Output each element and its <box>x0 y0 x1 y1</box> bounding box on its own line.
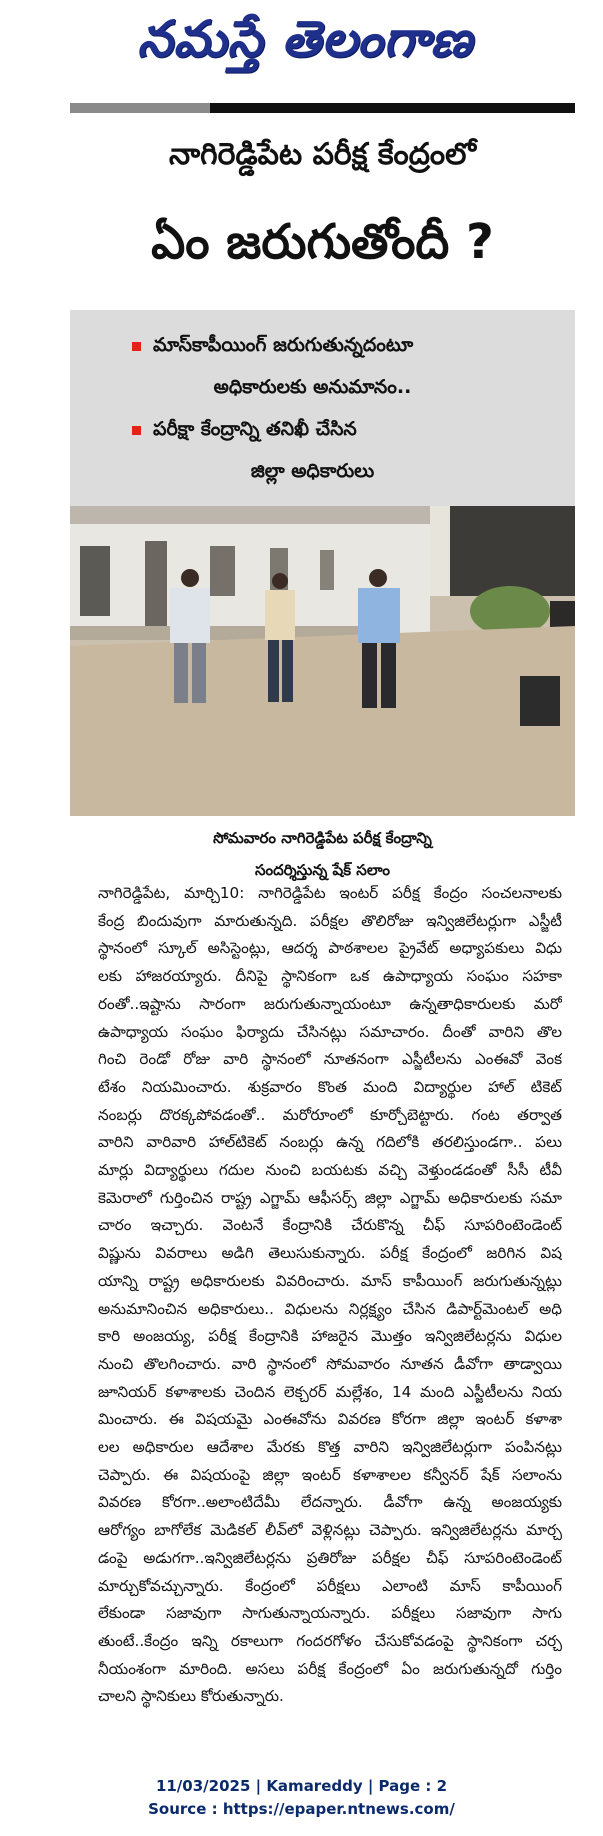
article-line: డంపై అడుగగా..ఇన్విజిలేటర్లను ప్రతిరోజు పరీక్షల చీఫ్ సూపరింటెండెంట్ <box>98 1548 562 1567</box>
article-line: అనుమానించిన అధికారులు.. విధులను నిర్లక్ష్యం చేసిన డిపార్ట్‌మెంటల్ అధి <box>98 1299 562 1318</box>
article-line: విష్ణును వివరాలు అడిగి తెలుసుకున్నారు. పరీక్ష కేంద్రంలో జరిగిన విష <box>98 1244 562 1263</box>
footer-source: Source : https://epaper.ntnews.com/ <box>148 1800 455 1818</box>
article-line: రంతో..ఇష్టాను సారంగా జరుగుతున్నాయంటూ ఉన్నతాధికారులకు మరో <box>98 994 562 1013</box>
footer <box>0 1775 603 1821</box>
article-line: తుంటే..కేంద్రం ఇన్ని రకాలుగా గందరగోళం చేసుకోవడంపై స్థానికంగా చర్చ <box>98 1631 562 1650</box>
article-line: లల అధికారుల ఆదేశాల మేరకు కొత్త వారిని ఇన్విజిలేటర్లుగా పంపినట్లు <box>98 1438 562 1457</box>
article-line: చాలని స్థానికులు కోరుతున్నారు. <box>98 1687 284 1706</box>
article-line: మార్లు విద్యార్థులు గదుల నుంచి బయటకు వచ్చి వెళ్తుండడంతో సీసీ టీవీ <box>98 1161 562 1180</box>
article-line: వారిని వారివారి హాల్‌టికెట్ నంబర్లు ఉన్న గదిలోకి తరలిస్తుండగా.. పలు <box>98 1133 562 1152</box>
caption-line-1: సోమవారం నాగిరెడ్డిపేట పరీక్ష కేంద్రాన్ని <box>213 829 432 847</box>
deck-bullet-1: మాస్‌కాపీయింగ్ జరుగుతున్నదంటూ <box>100 324 545 366</box>
article-body <box>98 880 562 1711</box>
article-line: కెమెరాలో గుర్తించిన రాష్ట్ర ఎగ్జామ్ ఆఫీసర్స్ జిల్లా ఎగ్జామ్ అధికారులకు సమా <box>98 1188 562 1207</box>
article-line: వివరణ కోరగా..అలాంటిదేమీ లేదన్నారు. డీవోగా ఉన్న అంజయ్యకు <box>98 1493 562 1512</box>
masthead-rule <box>70 103 575 113</box>
article-line: ఉపాధ్యాయ సంఘం ఫిర్యాదు చేసినట్లు సమాచారం. దీంతో వారిని తొల <box>98 1022 562 1041</box>
footer-dateline: 11/03/2025 | Kamareddy | Page : 2 <box>155 1777 448 1795</box>
article-line: చెప్పారు. ఈ విషయంపై జిల్లా ఇంటర్ కళాశాలల కన్వీనర్ షేక్ సలాంను <box>98 1465 562 1484</box>
deck-bullet-2-cont: జిల్లా అధికారులు <box>250 460 375 482</box>
news-photo <box>70 506 575 816</box>
deck-bullet-2: పరీక్షా కేంద్రాన్ని తనిఖీ చేసిన <box>100 408 545 450</box>
subheading-box <box>70 310 575 506</box>
caption-line-2: సందర్శిస్తున్న షేక్ సలాం <box>255 861 390 879</box>
article-line: స్థానంలో స్కూల్ అసిస్టెంట్లు, ఆదర్శ పాఠశాలల ప్రైవేట్ అధ్యాపకులు విధు <box>98 939 562 958</box>
article-line: గించి రెండో రోజు వారి స్థానంలో నూతనంగా ఎస్జీటీలను ఎంఈవో వెంక <box>98 1050 562 1069</box>
article-line: కారి అంజయ్య, పరీక్ష కేంద్రానికి హాజరైన మొత్తం ఇన్విజిలేటర్లను విధుల <box>98 1327 562 1346</box>
article-line: లేకుండా సజావుగా సాగుతున్నాయన్నారు. పరీక్షలు సజావుగా సాగు <box>98 1604 562 1623</box>
article-line: కేంద్ర బిందువుగా మారుతున్నది. పరీక్షల తొలిరోజు ఇన్విజిలేటర్లుగా ఎస్జీటీ <box>98 911 562 930</box>
red-square-bullet-icon <box>132 426 141 435</box>
article-line: మించారు. ఈ విషయమై ఎంఈవోను వివరణ కోరగా జిల్లా ఇంటర్ కళాశా <box>98 1410 562 1429</box>
article-line: చారం ఇచ్చారు. వెంటనే కేంద్రానికి చేరుకొన్న చీఫ్ సూపరింటెండెంట్ <box>98 1216 562 1235</box>
deck-bullet-1-cont: అధికారులకు అనుమానం.. <box>213 376 412 398</box>
article-line: నంబర్లు దొరక్కపోవడంతో.. మరోరూంలో కూర్చోబెట్టారు. గంట తర్వాత <box>98 1105 562 1124</box>
red-square-bullet-icon <box>132 342 141 351</box>
photo-illustration <box>70 506 575 816</box>
article-line: నాగిరెడ్డిపేట, మార్చి10: నాగిరెడ్డిపేట ఇంటర్ పరీక్ష కేంద్రం సంచలనాలకు <box>98 884 562 902</box>
article-line: జూనియర్ కళాశాలకు చెందిన లెక్చరర్ మల్లేశం, 14 మంది ఎస్జీటీలను నియ <box>98 1382 562 1401</box>
photo-caption <box>70 822 575 886</box>
article-line: ఆరోగ్యం బాగోలేక మెడికల్ లీవ్‌లో వెళ్లినట్లు చెప్పారు. ఇన్విజిలేటర్లను మార్చ <box>98 1521 562 1540</box>
newspaper-logo: నమస్తే తెలంగాణ <box>137 9 473 68</box>
article-line: మార్చుకోవచ్చున్నారు. కేంద్రంలో పరీక్షలు ఎలాంటి మాస్ కాపీయింగ్ <box>98 1576 562 1595</box>
article-line: లకు హాజరయ్యారు. దీనిపై స్థానికంగా ఒక ఉపాధ్యాయ సంఘం సహకా <box>98 967 562 986</box>
article-line: నీయంశంగా మారింది. అసలు పరీక్ష కేంద్రంలో ఏం జరుగుతున్నదో గుర్తిం <box>98 1659 562 1678</box>
headline-line-2: ఏం జరుగుతోందీ ? <box>151 214 494 270</box>
article-line: టేశం నియమించారు. శుక్రవారం కొంత మంది విద్యార్థుల హాల్ టికెట్ <box>98 1077 562 1096</box>
article-line: నుంచి తొలగించారు. వారి స్థానంలో సోమవారం నూతన డీవోగా తాడ్వాయి <box>98 1354 562 1373</box>
headline-line-1: నాగిరెడ్డిపేట పరీక్ష కేంద్రంలో <box>169 137 476 172</box>
masthead <box>60 0 550 90</box>
article-line: యాన్ని రాష్ట్ర అధికారులకు వివరించారు. మాస్ కాపీయింగ్ జరుగుతున్నట్లు <box>98 1271 562 1290</box>
